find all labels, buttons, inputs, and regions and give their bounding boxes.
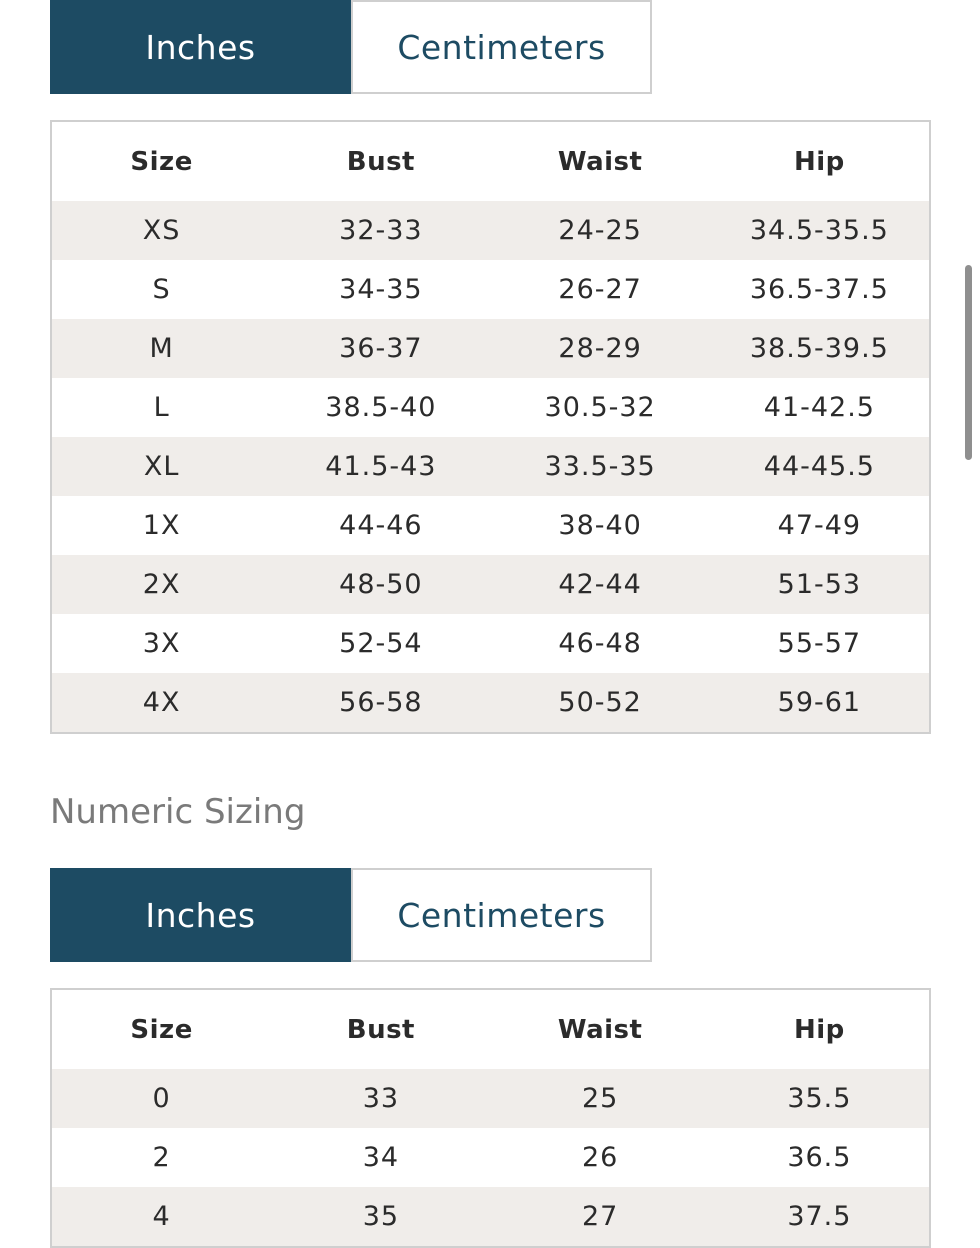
cell-waist: 27 bbox=[491, 1187, 710, 1246]
cell-hip: 51-53 bbox=[710, 555, 929, 614]
cell-hip: 47-49 bbox=[710, 496, 929, 555]
cell-hip: 34.5-35.5 bbox=[710, 201, 929, 260]
cell-size: 1X bbox=[52, 496, 271, 555]
cell-size: XS bbox=[52, 201, 271, 260]
cell-bust: 34-35 bbox=[271, 260, 490, 319]
table-row bbox=[52, 673, 929, 732]
cell-bust: 44-46 bbox=[271, 496, 490, 555]
cell-waist: 46-48 bbox=[491, 614, 710, 673]
table-row bbox=[52, 319, 929, 378]
cell-hip: 36.5 bbox=[710, 1128, 929, 1187]
cell-bust: 33 bbox=[271, 1069, 490, 1128]
cell-size: 0 bbox=[52, 1069, 271, 1128]
header-bust: Bust bbox=[346, 146, 415, 177]
table-row bbox=[52, 1069, 929, 1128]
cell-size: M bbox=[52, 319, 271, 378]
tab-centimeters[interactable]: Centimeters bbox=[351, 868, 652, 962]
table-header-row bbox=[52, 990, 929, 1069]
cell-hip: 35.5 bbox=[710, 1069, 929, 1128]
table-row bbox=[52, 1128, 929, 1187]
cell-size: 4X bbox=[52, 673, 271, 732]
cell-waist: 38-40 bbox=[491, 496, 710, 555]
header-hip: Hip bbox=[793, 1014, 845, 1045]
header-size: Size bbox=[130, 1014, 193, 1045]
table-header-row bbox=[52, 122, 929, 201]
cell-bust: 32-33 bbox=[271, 201, 490, 260]
cell-waist: 30.5-32 bbox=[491, 378, 710, 437]
header-bust: Bust bbox=[346, 1014, 415, 1045]
scrollbar-thumb[interactable] bbox=[965, 265, 972, 460]
numeric-size-table bbox=[50, 988, 931, 1248]
cell-waist: 25 bbox=[491, 1069, 710, 1128]
cell-waist: 50-52 bbox=[491, 673, 710, 732]
cell-size: XL bbox=[52, 437, 271, 496]
tab-inches[interactable]: Inches bbox=[50, 0, 351, 94]
cell-size: 3X bbox=[52, 614, 271, 673]
unit-tabs-alpha bbox=[50, 0, 652, 94]
cell-bust: 48-50 bbox=[271, 555, 490, 614]
cell-size: 2X bbox=[52, 555, 271, 614]
table-row bbox=[52, 496, 929, 555]
cell-waist: 42-44 bbox=[491, 555, 710, 614]
cell-bust: 36-37 bbox=[271, 319, 490, 378]
alpha-size-table bbox=[50, 120, 931, 734]
cell-bust: 56-58 bbox=[271, 673, 490, 732]
cell-waist: 24-25 bbox=[491, 201, 710, 260]
cell-waist: 26 bbox=[491, 1128, 710, 1187]
cell-hip: 37.5 bbox=[710, 1187, 929, 1246]
section-title-numeric-sizing: Numeric Sizing bbox=[50, 792, 306, 832]
table-row bbox=[52, 378, 929, 437]
cell-hip: 38.5-39.5 bbox=[710, 319, 929, 378]
table-row bbox=[52, 614, 929, 673]
table-row bbox=[52, 437, 929, 496]
table-row bbox=[52, 1187, 929, 1246]
cell-waist: 28-29 bbox=[491, 319, 710, 378]
cell-waist: 26-27 bbox=[491, 260, 710, 319]
header-size: Size bbox=[130, 146, 193, 177]
cell-size: 2 bbox=[52, 1128, 271, 1187]
cell-bust: 35 bbox=[271, 1187, 490, 1246]
header-hip: Hip bbox=[793, 146, 845, 177]
header-waist: Waist bbox=[557, 1014, 643, 1045]
cell-hip: 59-61 bbox=[710, 673, 929, 732]
cell-bust: 52-54 bbox=[271, 614, 490, 673]
cell-bust: 41.5-43 bbox=[271, 437, 490, 496]
table-row bbox=[52, 260, 929, 319]
tab-inches[interactable]: Inches bbox=[50, 868, 351, 962]
cell-bust: 38.5-40 bbox=[271, 378, 490, 437]
cell-size: 4 bbox=[52, 1187, 271, 1246]
cell-hip: 36.5-37.5 bbox=[710, 260, 929, 319]
tab-centimeters[interactable]: Centimeters bbox=[351, 0, 652, 94]
cell-hip: 44-45.5 bbox=[710, 437, 929, 496]
cell-hip: 55-57 bbox=[710, 614, 929, 673]
cell-hip: 41-42.5 bbox=[710, 378, 929, 437]
cell-waist: 33.5-35 bbox=[491, 437, 710, 496]
table-row bbox=[52, 555, 929, 614]
cell-size: L bbox=[52, 378, 271, 437]
cell-bust: 34 bbox=[271, 1128, 490, 1187]
cell-size: S bbox=[52, 260, 271, 319]
unit-tabs-numeric bbox=[50, 868, 652, 962]
table-row bbox=[52, 201, 929, 260]
header-waist: Waist bbox=[557, 146, 643, 177]
